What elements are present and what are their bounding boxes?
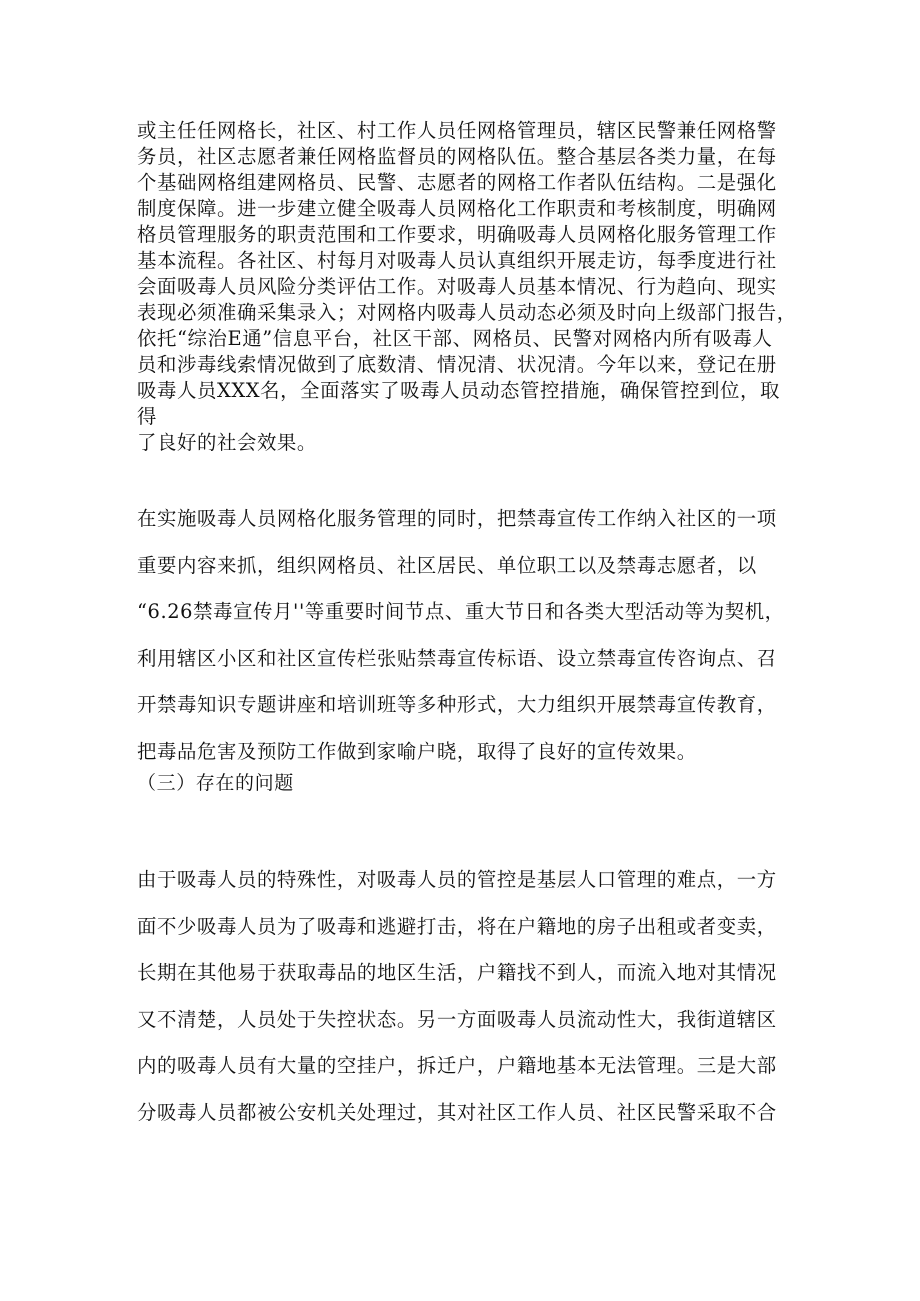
paragraph-grid-team: 或主任任网格长，社区、村工作人员任网格管理员，辖区民警兼任网格警 务员，社区志愿者兼任网格监督员的网格队伍。整合基层各类力量，在每 个基础网格组建网格员、民警、志愿者的网格工作者队伍结构。二是强化 制度保障。进一步建立健全吸毒人员网格化工作职责和考核制度，明确网 格员管理服务的职责范围和工作要求，明确吸毒人员网格化服务管理工作 基本流程。各社区、村每月对吸毒人员认真组织开展走访，每季度进行社 会面吸毒人员风险分类评估工作。对吸毒人员基本情况、行为趋向、现实 表现必须准确采集录入；对网格内吸毒人员动态必须及时向上级部门报告， 依托“综治E通”信息平台，社区干部、网格员、民警对网格内所有吸毒人 员和涉毒线索情况做到了底数清、情况清、状况清。今年以来，登记在册 吸毒人员XXX名，全面落实了吸毒人员动态管控措施，确保管控到位，取得 了良好的社会效果。 bbox=[137, 119, 797, 454]
paragraph-problems: 由于吸毒人员的特殊性，对吸毒人员的管控是基层人口管理的难点，一方 面不少吸毒人员为了吸毒和逃避打击，将在户籍地的房子出租或者变卖， 长期在其他易于获取毒品的地区生活，户籍找不到人，而流入地对其情况 又不清楚，人员处于失控状态。另一方面吸毒人员流动性大，我街道辖区 内的吸毒人员有大量的空挂户，拆迁户，户籍地基本无法管理。三是大部 分吸毒人员都被公安机关处理过，其对社区工作人员、社区民警采取不合 bbox=[137, 868, 777, 1124]
section-heading-problems: （三）存在的问题 bbox=[137, 772, 294, 794]
paragraph-publicity: 在实施吸毒人员网格化服务管理的同时，把禁毒宣传工作纳入社区的一项 重要内容来抓，组织网格员、社区居民、单位职工以及禁毒志愿者，以 “6.26禁毒宣传月''等重要时间节点、重大节日和各类大型活动等为契机， 利用辖区小区和社区宣传栏张贴禁毒宣传标语、设立禁毒宣传咨询点、召 开禁毒知识专题讲座和培训班等多种形式，大力组织开展禁毒宣传教育， 把毒品危害及预防工作做到家喻户晓，取得了良好的宣传效果。 bbox=[137, 507, 785, 763]
